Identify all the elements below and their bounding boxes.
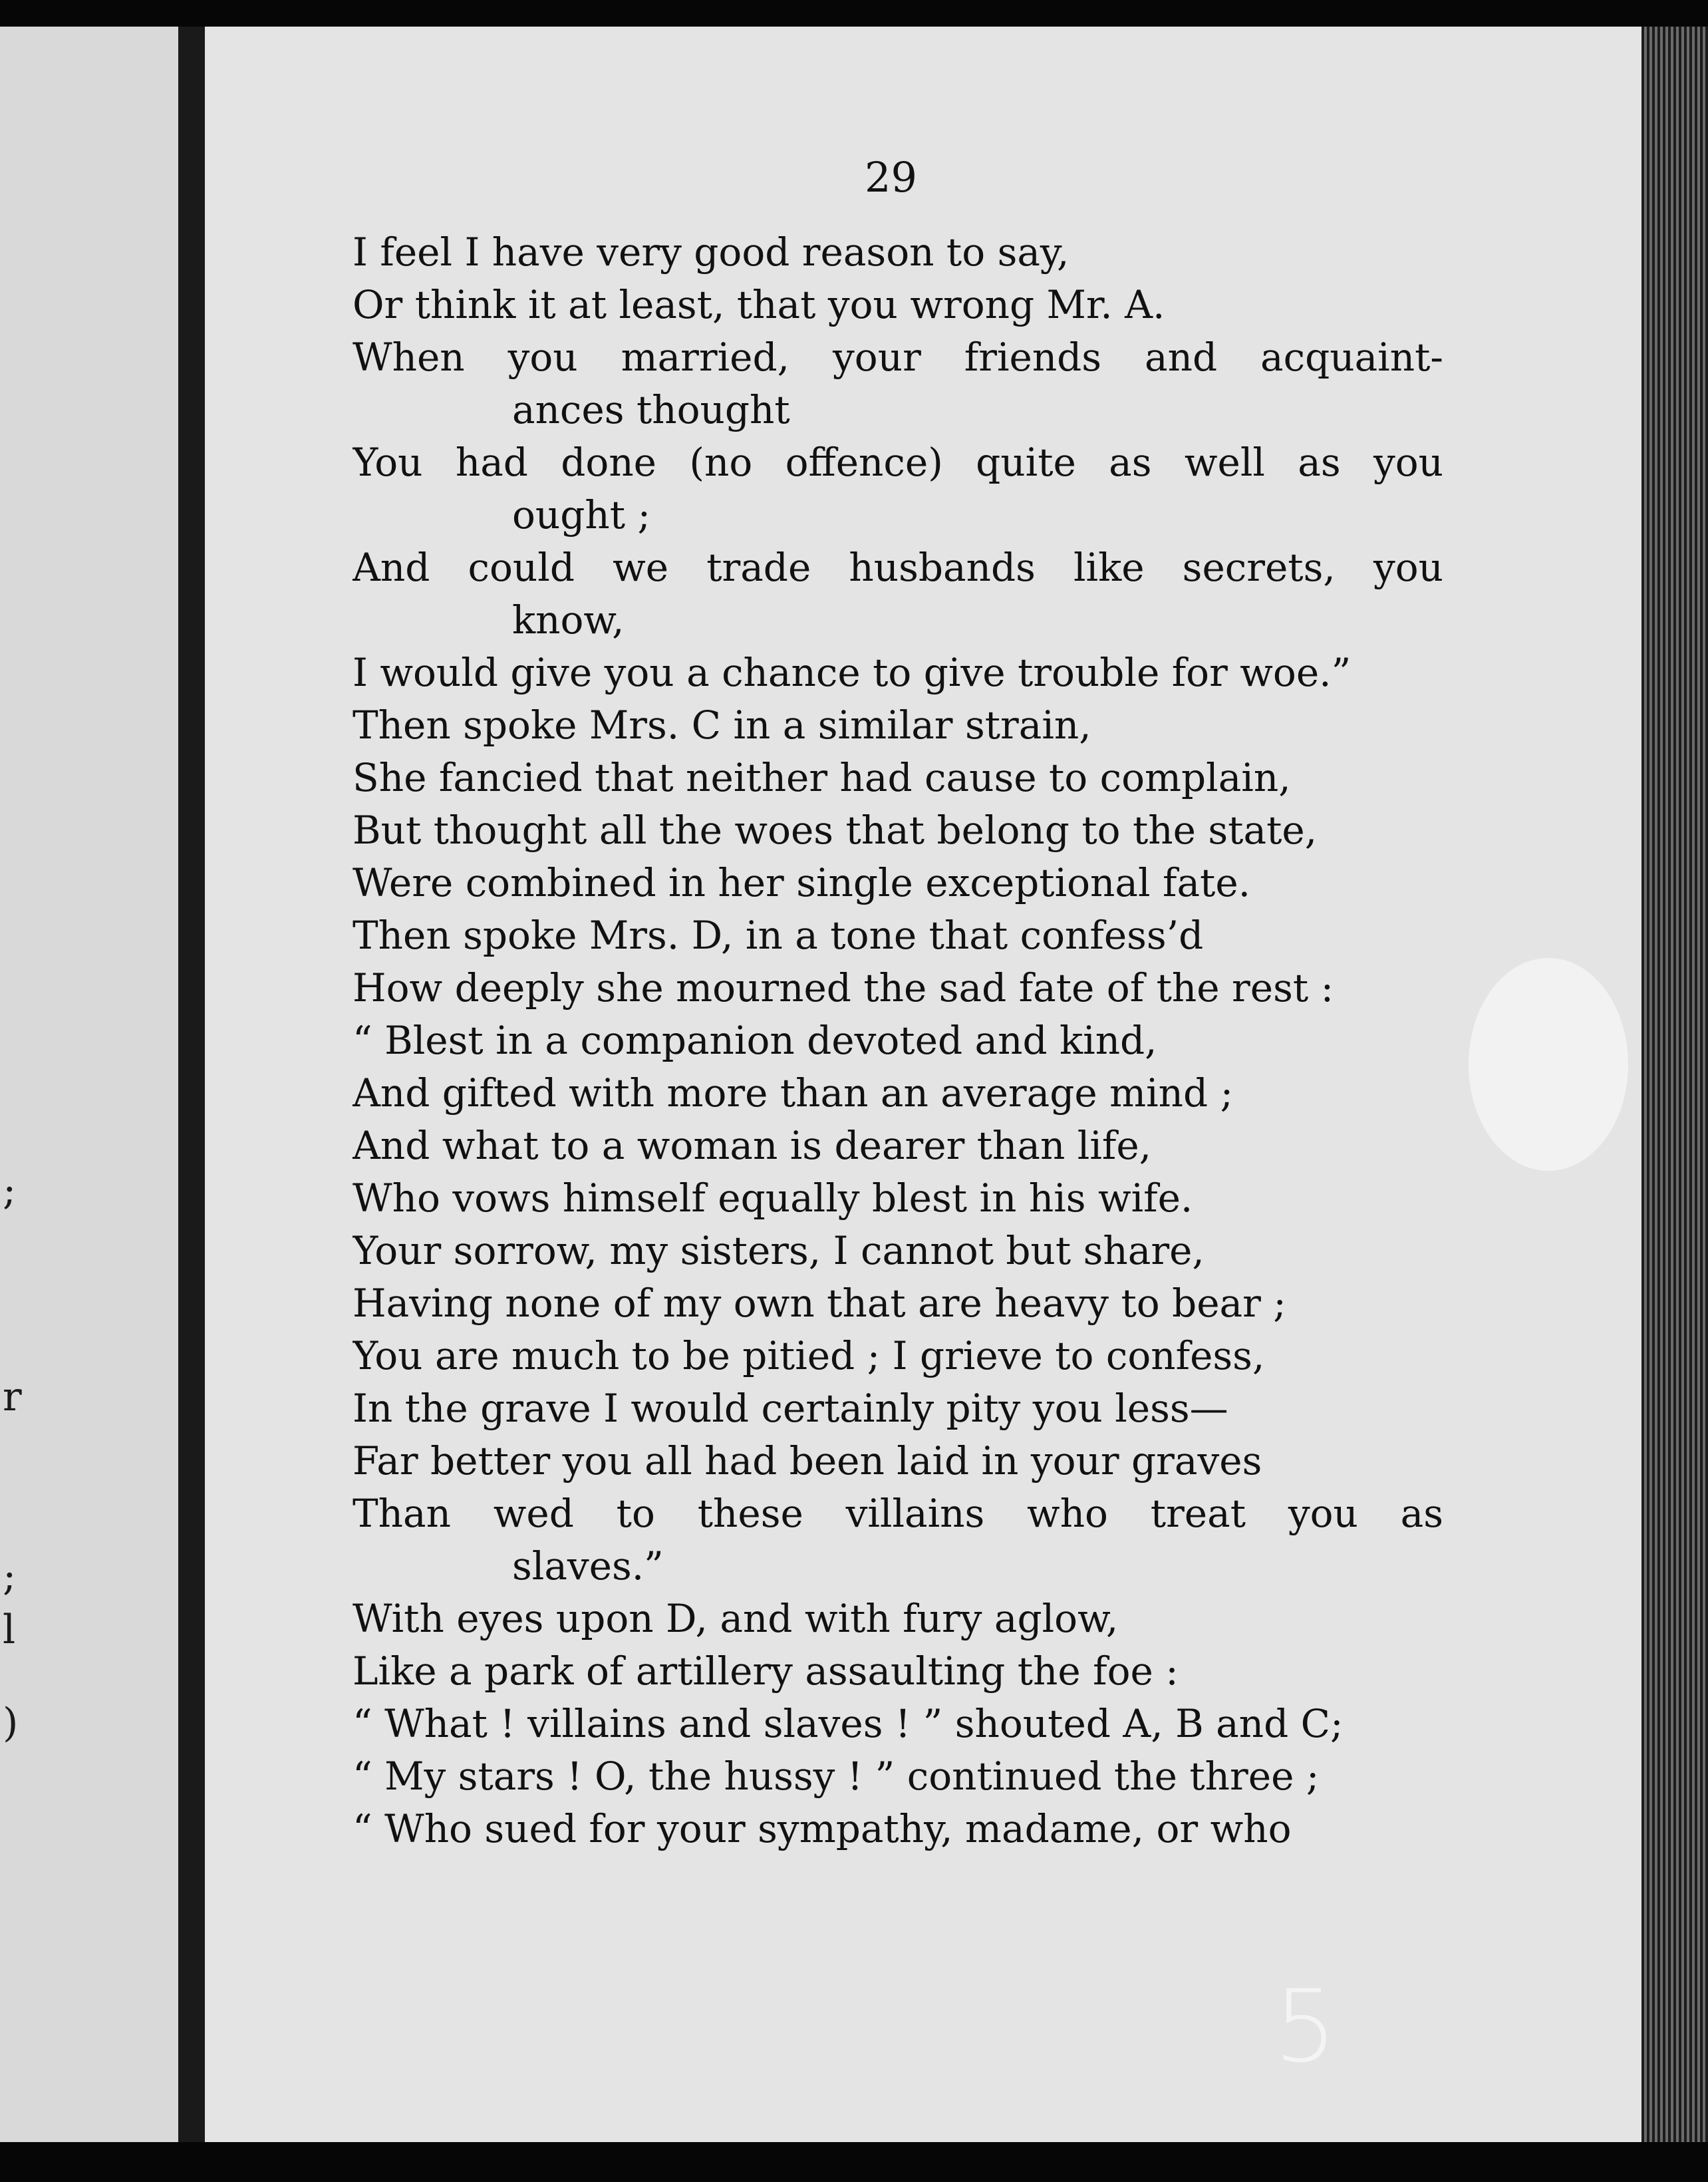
left-page-edge <box>0 27 178 2142</box>
poem-line: Having none of my own that are heavy to bear ; <box>353 1281 1286 1326</box>
poem-line: “ My stars ! O, the hussy ! ” continued the three ; <box>353 1754 1320 1799</box>
scan-bottom-border <box>0 2142 1708 2182</box>
poem-line: Were combined in her single exceptional fate. <box>353 860 1251 905</box>
paper-smudge <box>1469 958 1628 1171</box>
poem-line: With eyes upon D, and with fury aglow, <box>353 1596 1119 1641</box>
poem-line: In the grave I would certainly pity you less— <box>353 1386 1228 1431</box>
book-gutter <box>178 27 205 2142</box>
poem-line: Or think it at least, that you wrong Mr. A. <box>353 282 1165 327</box>
poem-line: Then spoke Mrs. C in a similar strain, <box>353 702 1091 748</box>
poem-line: And gifted with more than an average mind ; <box>353 1070 1234 1116</box>
poem-line: I would give you a chance to give trouble for woe.” <box>353 650 1352 695</box>
poem-line: She fancied that neither had cause to complain, <box>353 755 1291 800</box>
poem-line: know, <box>512 597 625 643</box>
poem-line: Far better you all had been laid in your graves <box>353 1438 1262 1483</box>
poem-line: Than wed to these villains who treat you as <box>353 1491 1443 1536</box>
left-page-mark: ; <box>3 1168 17 1214</box>
poem-line: ought ; <box>512 492 651 538</box>
left-page-mark: l <box>3 1607 16 1653</box>
poem-line: And what to a woman is dearer than life, <box>353 1123 1152 1168</box>
poem-line: slaves.” <box>512 1543 664 1589</box>
left-page-mark: r <box>3 1374 22 1420</box>
poem-line: Your sorrow, my sisters, I cannot but share, <box>353 1228 1205 1273</box>
poem-line: “ Who sued for your sympathy, madame, or who <box>353 1806 1292 1851</box>
poem-text <box>353 226 1443 1855</box>
left-page-mark: ) <box>3 1700 19 1746</box>
page-number: 29 <box>865 153 917 202</box>
handwritten-mark: 5 <box>1274 1969 1338 2085</box>
left-page-mark: ; <box>3 1553 17 1600</box>
poem-line: But thought all the woes that belong to the state, <box>353 808 1318 853</box>
poem-line: “ What ! villains and slaves ! ” shouted A, B and C; <box>353 1701 1344 1746</box>
poem-line: And could we trade husbands like secrets, you <box>353 545 1443 590</box>
poem-line: I feel I have very good reason to say, <box>353 230 1069 275</box>
poem-line: You are much to be pitied ; I grieve to confess, <box>353 1333 1265 1378</box>
stacked-page-edges <box>1641 27 1708 2142</box>
poem-line: Who vows himself equally blest in his wife. <box>353 1175 1193 1221</box>
poem-line: ances thought <box>512 387 790 432</box>
scan-top-border <box>0 0 1708 27</box>
poem-line: How deeply she mourned the sad fate of the rest : <box>353 965 1334 1011</box>
poem-line: Then spoke Mrs. D, in a tone that confess’d <box>353 913 1204 958</box>
poem-line: “ Blest in a companion devoted and kind, <box>353 1018 1157 1063</box>
poem-line: You had done (no offence) quite as well as you <box>353 440 1443 485</box>
poem-line: When you married, your friends and acquaint- <box>353 335 1443 380</box>
poem-line: Like a park of artillery assaulting the foe : <box>353 1648 1179 1694</box>
